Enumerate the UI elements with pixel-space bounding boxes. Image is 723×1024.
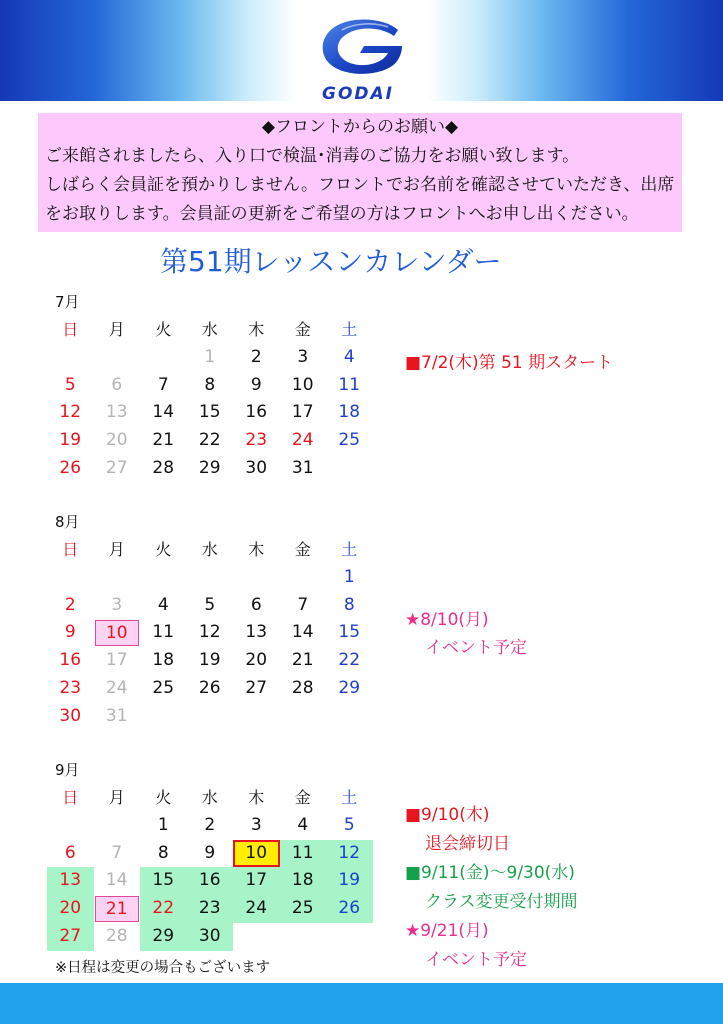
week-row	[47, 455, 373, 483]
date-cell: 12	[198, 622, 221, 643]
note-detail: 退会締切日	[425, 834, 510, 854]
date-cell: 23	[245, 430, 268, 451]
date-cell: 20	[105, 430, 128, 451]
header-banner	[0, 0, 723, 104]
date-cell: 13	[105, 402, 128, 423]
date-cell: 17	[233, 867, 280, 895]
notice-line: しばらく会員証を預かりしません。フロントでお名前を確認させていただき、出席	[45, 175, 675, 195]
date-cell: 2	[64, 594, 76, 615]
date-cell: 4	[157, 594, 169, 615]
calendar-month-september	[47, 756, 373, 951]
date-cell: 13	[245, 622, 268, 643]
week-row	[47, 895, 373, 923]
empty-cell	[47, 564, 94, 592]
date-cell: 12	[326, 840, 373, 868]
empty-cell	[140, 344, 187, 372]
note-heading: ★9/21(月)	[405, 921, 489, 941]
weekday-label: 水	[201, 320, 218, 339]
date-cell: 9	[204, 842, 216, 863]
schedule-notes-september	[405, 801, 578, 975]
date-cell	[94, 895, 141, 923]
weekday-header	[47, 316, 373, 344]
empty-cell	[233, 564, 280, 592]
date-cell	[94, 619, 141, 647]
weekday-header	[47, 536, 373, 564]
empty-cell	[140, 703, 187, 731]
note-detail: イベント予定	[425, 638, 527, 658]
date-cell: 23	[59, 677, 82, 698]
empty-cell	[47, 812, 94, 840]
date-cell: 10	[291, 374, 314, 395]
weekday-label: 金	[294, 540, 311, 559]
empty-cell	[280, 564, 327, 592]
date-cell: 24	[105, 677, 128, 698]
note-detail: イベント予定	[425, 950, 527, 970]
date-cell: 26	[198, 677, 221, 698]
date-cell: 26	[59, 457, 82, 478]
week-row	[47, 703, 373, 731]
week-row	[47, 372, 373, 400]
schedule-notes-july	[405, 349, 613, 377]
week-row	[47, 867, 373, 895]
empty-cell	[140, 564, 187, 592]
weekday-label: 金	[294, 320, 311, 339]
date-cell: 11	[280, 840, 327, 868]
date-cell: 18	[152, 650, 175, 671]
date-cell: 8	[204, 374, 216, 395]
empty-cell	[187, 703, 234, 731]
date-cell: 15	[198, 402, 221, 423]
week-row	[47, 647, 373, 675]
date-cell: 25	[338, 430, 361, 451]
week-row	[47, 812, 373, 840]
date-cell: 11	[152, 622, 175, 643]
date-cell	[233, 840, 280, 868]
date-cell: 15	[140, 867, 187, 895]
weekday-label: 水	[201, 788, 218, 807]
date-cell: 21	[152, 430, 175, 451]
week-row	[47, 840, 373, 868]
footer-bar	[0, 983, 723, 1024]
brand-logo-text: GODAI	[322, 84, 394, 104]
week-row	[47, 427, 373, 455]
date-cell: 26	[326, 895, 373, 923]
date-cell: 2	[250, 346, 262, 367]
empty-cell	[187, 564, 234, 592]
month-label: 9月	[55, 761, 80, 779]
date-cell: 19	[326, 867, 373, 895]
deadline-day-marker: 10	[233, 840, 280, 868]
date-cell: 20	[47, 895, 94, 923]
notice-line: をお取りします。会員証の更新をご希望の方はフロントへお申し出ください。	[45, 204, 639, 224]
date-cell: 5	[204, 594, 216, 615]
date-cell: 6	[250, 594, 262, 615]
date-cell: 16	[187, 867, 234, 895]
date-cell: 7	[157, 374, 169, 395]
empty-cell	[94, 344, 141, 372]
date-cell: 1	[157, 814, 169, 835]
note-heading: ■9/10(木)	[405, 805, 490, 825]
weekday-label: 木	[248, 788, 265, 807]
date-cell: 29	[338, 677, 361, 698]
week-row	[47, 592, 373, 620]
date-cell: 21	[291, 650, 314, 671]
empty-cell	[280, 923, 327, 951]
date-cell: 2	[204, 814, 216, 835]
month-label: 8月	[55, 513, 80, 531]
front-desk-notice	[38, 113, 682, 232]
week-row	[47, 564, 373, 592]
date-cell: 22	[198, 430, 221, 451]
date-cell: 28	[152, 457, 175, 478]
notice-line: ご来館されましたら、入り口で検温･消毒のご協力をお願い致します。	[45, 146, 580, 166]
date-cell: 30	[187, 923, 234, 951]
empty-cell	[326, 703, 373, 731]
date-cell: 13	[47, 867, 94, 895]
note-item	[405, 606, 527, 662]
date-cell: 19	[198, 650, 221, 671]
calendar-month-august	[47, 508, 373, 731]
date-cell: 22	[338, 650, 361, 671]
date-cell: 28	[291, 677, 314, 698]
note-item	[405, 349, 613, 377]
empty-cell	[47, 344, 94, 372]
date-cell: 18	[338, 402, 361, 423]
event-day-marker: 21	[95, 896, 140, 922]
date-cell: 25	[152, 677, 175, 698]
date-cell: 3	[111, 594, 123, 615]
notice-title: ◆フロントからのお願い◆	[261, 117, 459, 137]
note-heading: ■7/2(木)第 51 期スタート	[405, 353, 614, 373]
date-cell: 5	[343, 814, 355, 835]
date-cell: 30	[245, 457, 268, 478]
date-cell: 7	[297, 594, 309, 615]
date-cell: 12	[59, 402, 82, 423]
date-cell: 27	[105, 457, 128, 478]
date-cell: 6	[111, 374, 123, 395]
date-cell: 29	[198, 457, 221, 478]
date-cell: 15	[338, 622, 361, 643]
date-cell: 19	[59, 430, 82, 451]
note-item	[405, 801, 578, 859]
empty-cell	[326, 923, 373, 951]
note-item	[405, 859, 578, 917]
empty-cell	[94, 812, 141, 840]
weekday-label: 火	[155, 540, 172, 559]
date-cell: 20	[245, 650, 268, 671]
date-cell: 4	[297, 814, 309, 835]
calendar-month-july	[47, 288, 373, 483]
date-cell: 16	[245, 402, 268, 423]
empty-cell	[233, 703, 280, 731]
weekday-label: 日	[62, 788, 79, 807]
weekday-label: 水	[201, 540, 218, 559]
date-cell: 6	[64, 842, 76, 863]
date-cell: 17	[105, 650, 128, 671]
week-row	[47, 619, 373, 647]
weekday-label: 土	[341, 320, 358, 339]
weekday-label: 土	[341, 540, 358, 559]
empty-cell	[280, 703, 327, 731]
weekday-label: 月	[108, 540, 125, 559]
weekday-label: 木	[248, 320, 265, 339]
date-cell: 23	[187, 895, 234, 923]
date-cell: 4	[343, 346, 355, 367]
date-cell: 22	[140, 895, 187, 923]
date-cell: 24	[291, 430, 314, 451]
weekday-label: 日	[62, 540, 79, 559]
date-cell: 24	[233, 895, 280, 923]
date-cell: 14	[105, 870, 128, 891]
note-detail: クラス変更受付期間	[425, 892, 578, 912]
date-cell: 8	[157, 842, 169, 863]
weekday-label: 月	[108, 320, 125, 339]
weekday-label: 火	[155, 788, 172, 807]
date-cell: 14	[152, 402, 175, 423]
date-cell: 9	[250, 374, 262, 395]
weekday-label: 木	[248, 540, 265, 559]
date-cell: 3	[297, 346, 309, 367]
weekday-label: 土	[341, 788, 358, 807]
date-cell: 9	[64, 622, 76, 643]
date-cell: 18	[280, 867, 327, 895]
empty-cell	[233, 923, 280, 951]
week-row	[47, 923, 373, 951]
date-cell: 17	[291, 402, 314, 423]
date-cell: 7	[111, 842, 123, 863]
empty-cell	[326, 455, 373, 483]
date-cell: 27	[47, 923, 94, 951]
week-row	[47, 399, 373, 427]
note-item	[405, 917, 578, 975]
week-row	[47, 344, 373, 372]
date-cell: 11	[338, 374, 361, 395]
empty-cell	[94, 564, 141, 592]
month-label: 7月	[55, 293, 80, 311]
week-row	[47, 675, 373, 703]
date-cell: 31	[291, 457, 314, 478]
date-cell: 28	[105, 925, 128, 946]
weekday-label: 火	[155, 320, 172, 339]
weekday-header	[47, 784, 373, 812]
page-title: 第51期レッスンカレンダー	[160, 245, 502, 278]
date-cell: 27	[245, 677, 268, 698]
date-cell: 16	[59, 650, 82, 671]
date-cell: 5	[64, 374, 76, 395]
date-cell: 25	[280, 895, 327, 923]
weekday-label: 金	[294, 788, 311, 807]
note-heading: ■9/11(金)～9/30(水)	[405, 863, 575, 883]
date-cell: 8	[343, 594, 355, 615]
event-day-marker: 10	[95, 620, 140, 646]
date-cell: 1	[204, 346, 216, 367]
weekday-label: 日	[62, 320, 79, 339]
date-cell: 3	[250, 814, 262, 835]
date-cell: 31	[105, 705, 128, 726]
godai-logo-icon	[318, 16, 402, 78]
weekday-label: 月	[108, 788, 125, 807]
date-cell: 30	[59, 705, 82, 726]
date-cell: 1	[343, 566, 355, 587]
date-cell: 14	[291, 622, 314, 643]
note-heading: ★8/10(月)	[405, 610, 489, 630]
schedule-change-footnote: ※日程は変更の場合もございます	[55, 960, 271, 976]
schedule-notes-august	[405, 606, 527, 662]
date-cell: 29	[140, 923, 187, 951]
